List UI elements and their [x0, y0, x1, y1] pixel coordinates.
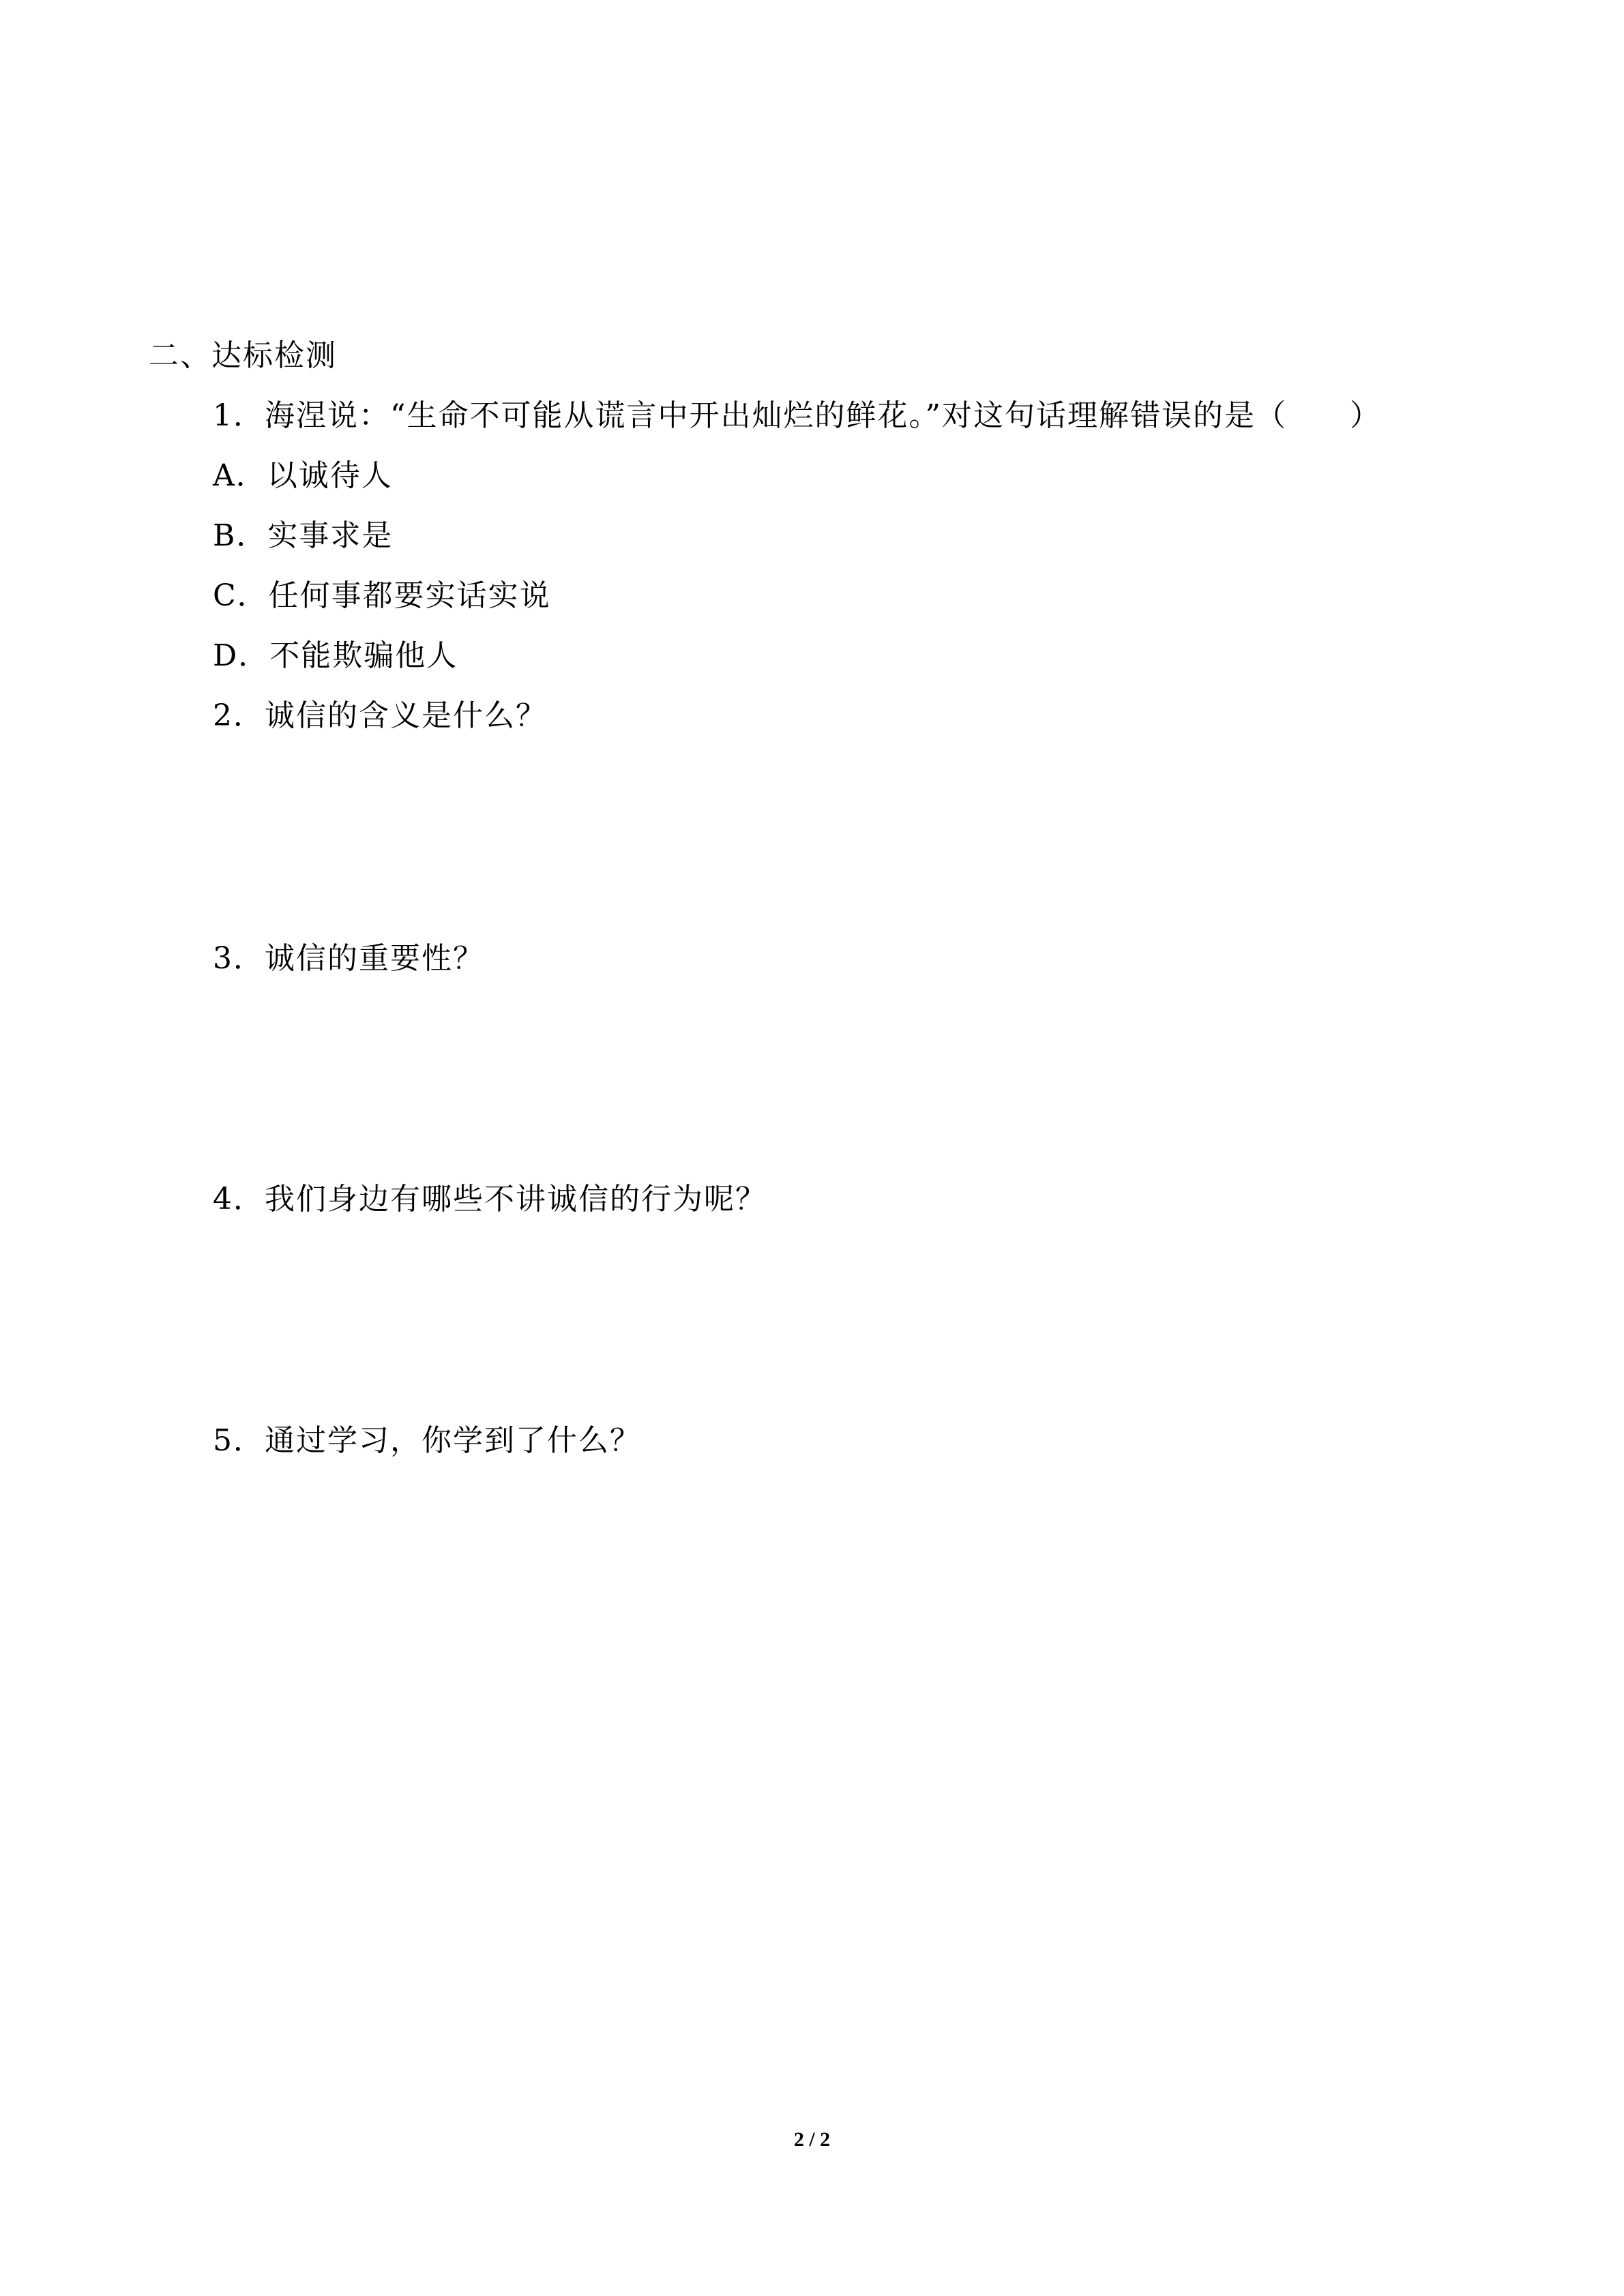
page-number: 2 / 2 [793, 2128, 831, 2151]
question-1-option-d: D．不能欺骗他人 [213, 638, 458, 673]
question-1-option-c: C．任何事都要实话实说 [213, 578, 551, 613]
question-1: 1．海涅说：“生命不可能从谎言中开出灿烂的鲜花。”对这句话理解错误的是（ ） [213, 398, 1381, 433]
question-2: 2．诚信的含义是什么？ [213, 698, 547, 733]
question-3-answer-space[interactable] [213, 986, 1441, 1174]
question-1-option-b: B．实事求是 [213, 518, 394, 553]
question-4: 4．我们身边有哪些不讲诚信的行为呢？ [213, 1182, 767, 1217]
question-5-answer-space[interactable] [213, 1468, 1441, 2082]
question-5: 5．通过学习，你学到了什么？ [213, 1423, 641, 1458]
question-2-answer-space[interactable] [213, 743, 1441, 934]
section-heading: 二、达标检测 [149, 338, 337, 373]
question-4-answer-space[interactable] [213, 1227, 1441, 1415]
question-1-option-a: A．以诚待人 [213, 458, 393, 493]
question-3: 3．诚信的重要性？ [213, 941, 484, 976]
